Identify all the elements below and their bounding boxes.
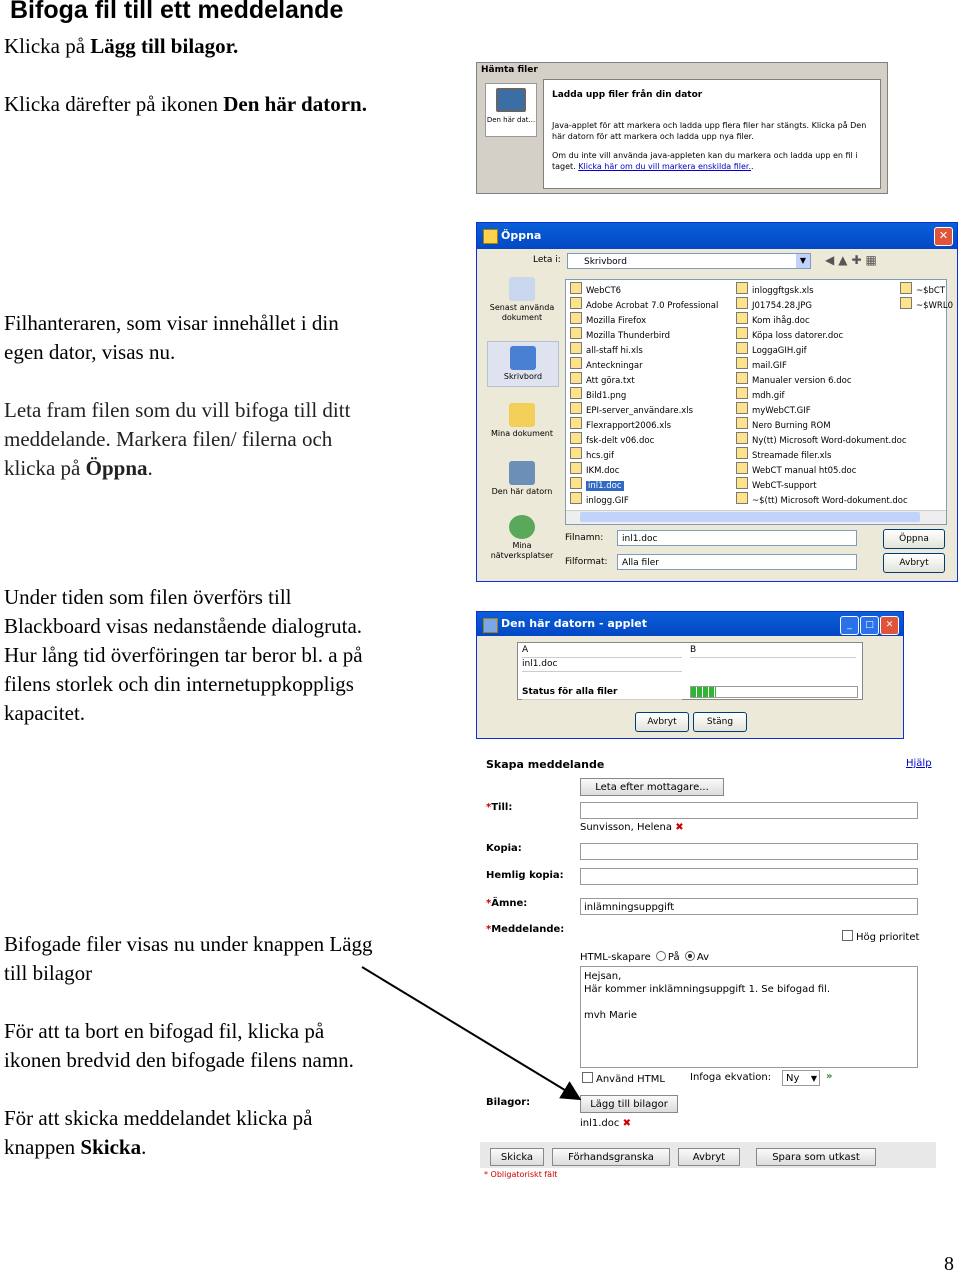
- file-item[interactable]: WebCT6: [570, 282, 718, 297]
- filetype-label: Filformat:: [565, 557, 608, 567]
- insert-arrow-icon[interactable]: »: [826, 1071, 833, 1082]
- maximize-button[interactable]: □: [860, 616, 879, 635]
- file-item[interactable]: J01754.28.JPG: [736, 297, 908, 312]
- this-computer-label: Den här dat...: [486, 116, 536, 124]
- html-editor-toggle: HTML-skapare På Av: [580, 952, 710, 963]
- file-item[interactable]: Adobe Acrobat 7.0 Professional: [570, 297, 718, 312]
- file-item[interactable]: Anteckningar: [570, 357, 718, 372]
- filename-input[interactable]: inl1.doc: [617, 530, 857, 546]
- instruction-add-attachments: Klicka på Lägg till bilagor.: [4, 34, 239, 58]
- place-my-computer[interactable]: Den här datorn: [487, 461, 557, 497]
- file-item[interactable]: Kom ihåg.doc: [736, 312, 908, 327]
- message-body[interactable]: Hejsan, Här kommer inklämningsuppgift 1. Se bifogad fil. mvh Marie: [580, 966, 918, 1068]
- file-item[interactable]: all-staff hi.xls: [570, 342, 718, 357]
- file-item[interactable]: inl1.doc: [570, 477, 718, 492]
- file-item[interactable]: WebCT manual ht05.doc: [736, 462, 908, 477]
- file-item[interactable]: Att göra.txt: [570, 372, 718, 387]
- file-item[interactable]: IKM.doc: [570, 462, 718, 477]
- look-in-select[interactable]: Skrivbord ▼: [567, 253, 811, 269]
- open-button[interactable]: Öppna: [883, 529, 945, 549]
- file-item[interactable]: hcs.gif: [570, 447, 718, 462]
- find-recipients-button[interactable]: Leta efter mottagare...: [580, 778, 724, 796]
- message-label: *Meddelande:: [486, 924, 565, 935]
- file-item[interactable]: ~$bCT: [900, 282, 953, 297]
- upload-text-2: Om du inte vill använda java-appleten kan du markera och ladda upp en fil i taget. Klicka här om du vill markera enskilda filer..: [552, 151, 858, 171]
- file-item[interactable]: Nero Burning ROM: [736, 417, 908, 432]
- save-draft-button[interactable]: Spara som utkast: [756, 1148, 876, 1166]
- minimize-button[interactable]: _: [840, 616, 859, 635]
- file-item[interactable]: Streamade filer.xls: [736, 447, 908, 462]
- file-item[interactable]: inloggftgsk.xls: [736, 282, 908, 297]
- file-item[interactable]: myWebCT.GIF: [736, 402, 908, 417]
- compose-cancel-button[interactable]: Avbryt: [678, 1148, 740, 1166]
- file-item[interactable]: Bild1.png: [570, 387, 718, 402]
- chevron-down-icon: ▼: [796, 254, 810, 268]
- place-my-documents[interactable]: Mina dokument: [487, 403, 557, 439]
- page-title: Bifoga fil till ett meddelande: [10, 0, 344, 24]
- single-file-link[interactable]: Klicka här om du vill markera enskilda filer.: [578, 162, 751, 171]
- file-item[interactable]: ~$(tt) Microsoft Word-dokument.doc: [736, 492, 908, 507]
- instruction-attached-files: Bifogade filer visas nu under knappen Lägg till bilagor: [4, 932, 373, 985]
- filename-label: Filnamn:: [565, 533, 604, 543]
- place-network[interactable]: Mina nätverksplatser: [487, 515, 557, 561]
- add-attachments-button[interactable]: Lägg till bilagor: [580, 1095, 678, 1113]
- file-item[interactable]: Flexrapport2006.xls: [570, 417, 718, 432]
- close-button[interactable]: ✕: [934, 227, 953, 246]
- file-item[interactable]: mdh.gif: [736, 387, 908, 402]
- column-b-header: B: [690, 643, 856, 658]
- fetch-files-header: Hämta filer: [481, 65, 538, 75]
- attached-file-entry: inl1.doc ✖: [580, 1118, 631, 1129]
- send-button[interactable]: Skicka: [490, 1148, 544, 1166]
- remove-recipient-icon[interactable]: ✖: [675, 822, 684, 833]
- recipient-entry: Sunvisson, Helena ✖: [580, 822, 684, 833]
- compose-heading: Skapa meddelande: [486, 758, 605, 771]
- instruction-remove-file: För att ta bort en bifogad fil, klicka på ikonen bredvid den bifogade filens namn.: [4, 1019, 354, 1072]
- upload-file-name: inl1.doc: [522, 657, 682, 672]
- use-html-checkbox[interactable]: Använd HTML: [582, 1072, 665, 1085]
- upload-text-1: Java-applet för att markera och ladda upp flera filer har stängts. Klicka på Den här datorn för att markera och ladda upp nya filer.: [552, 121, 867, 141]
- place-desktop[interactable]: Skrivbord: [487, 341, 559, 387]
- file-item[interactable]: Ny(tt) Microsoft Word-dokument.doc: [736, 432, 908, 447]
- required-note: * Obligatoriskt fält: [484, 1170, 558, 1179]
- attachments-label: Bilagor:: [486, 1097, 531, 1108]
- cancel-button[interactable]: Avbryt: [883, 553, 945, 573]
- file-item[interactable]: fsk-delt v06.doc: [570, 432, 718, 447]
- remove-attachment-icon[interactable]: ✖: [622, 1118, 631, 1129]
- equation-label: Infoga ekvation:: [690, 1072, 772, 1083]
- status-label: Status för alla filer: [522, 685, 682, 700]
- open-dialog-title: Öppna: [501, 229, 542, 242]
- preview-button[interactable]: Förhandsgranska: [552, 1148, 670, 1166]
- cc-label: Kopia:: [486, 843, 522, 854]
- file-item[interactable]: Köpa loss datorer.doc: [736, 327, 908, 342]
- applet-close-button[interactable]: Stäng: [693, 712, 747, 732]
- applet-titlebar: Den här datorn - applet: [477, 612, 903, 636]
- equation-select[interactable]: Ny ▼: [782, 1070, 820, 1086]
- bcc-label: Hemlig kopia:: [486, 870, 564, 881]
- file-item[interactable]: WebCT-support: [736, 477, 908, 492]
- instruction-this-computer: Klicka därefter på ikonen Den här datorn.: [4, 92, 367, 116]
- high-priority-checkbox[interactable]: Hög prioritet: [842, 930, 919, 943]
- instruction-send: För att skicka meddelandet klicka på knappen Skicka.: [4, 1106, 313, 1159]
- file-item[interactable]: Mozilla Thunderbird: [570, 327, 718, 342]
- to-label: *Till:: [486, 802, 513, 813]
- file-item[interactable]: mail.GIF: [736, 357, 908, 372]
- help-link[interactable]: Hjälp: [906, 758, 932, 769]
- file-item[interactable]: EPI-server_användare.xls: [570, 402, 718, 417]
- file-item[interactable]: LoggaGIH.gif: [736, 342, 908, 357]
- instruction-select-file: Leta fram filen som du vill bifoga till ditt meddelande. Markera filen/ filerna och klicka på Öppna.: [4, 398, 351, 480]
- upload-title: Ladda upp filer från din dator: [552, 90, 703, 100]
- subject-input[interactable]: inlämningsuppgift: [580, 898, 918, 915]
- filetype-select[interactable]: Alla filer: [617, 554, 857, 570]
- close-button[interactable]: ✕: [880, 616, 899, 635]
- page-number: 8: [944, 1253, 954, 1275]
- look-in-label: Leta i:: [533, 255, 561, 265]
- applet-cancel-button[interactable]: Avbryt: [635, 712, 689, 732]
- file-item[interactable]: inlogg.GIF: [570, 492, 718, 507]
- file-item[interactable]: ~$WRL0: [900, 297, 953, 312]
- instruction-file-manager: Filhanteraren, som visar innehållet i din egen dator, visas nu.: [4, 311, 339, 364]
- toolbar-icons[interactable]: ◀▲✚▦: [825, 253, 881, 267]
- subject-label: *Ämne:: [486, 898, 528, 909]
- place-recent[interactable]: Senast använda dokument: [487, 277, 557, 323]
- instruction-upload-dialog: Under tiden som filen överförs till Blackboard visas nedanstående dialogruta. Hur lång tid överföringen tar beror bl. a på filens storlek och din internetuppkoppligs kapacitet.: [4, 585, 363, 725]
- file-item[interactable]: Manualer version 6.doc: [736, 372, 908, 387]
- column-a-header: A: [522, 643, 682, 658]
- file-item[interactable]: Mozilla Firefox: [570, 312, 718, 327]
